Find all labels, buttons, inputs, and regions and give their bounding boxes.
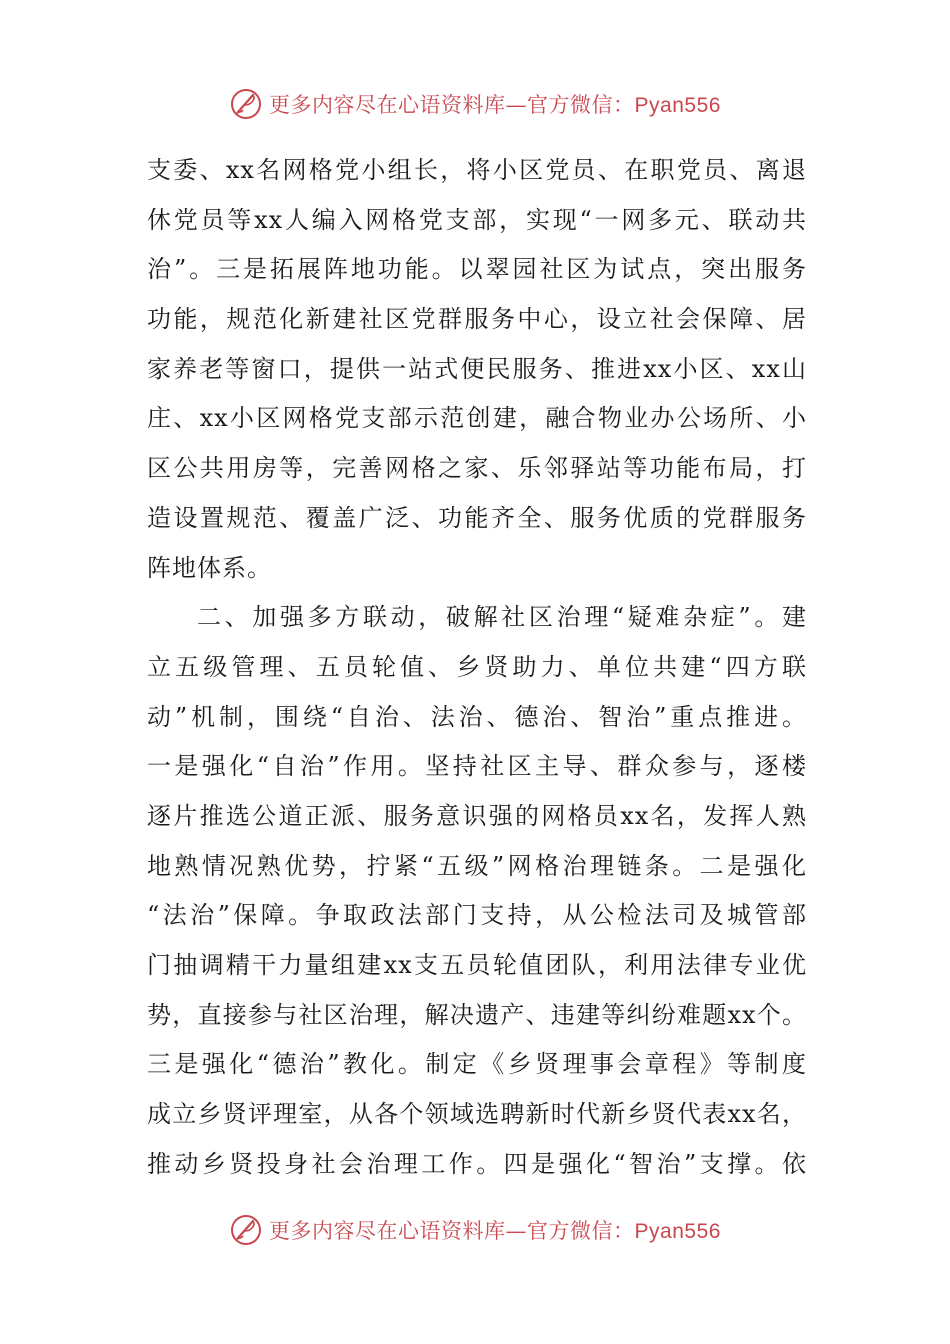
text-line: 成立乡贤评理室，从各个领域选聘新时代新乡贤代表xx名，: [147, 1100, 807, 1129]
paragraph-heading-line: 二、加强多方联动，破解社区治理“疑难杂症”。建: [197, 603, 807, 632]
text-line: 势，直接参与社区治理，解决遗产、违建等纠纷难题xx个。: [147, 1000, 807, 1029]
text-line: 门抽调精干力量组建xx支五员轮值团队，利用法律专业优: [147, 951, 807, 979]
text-line: 一是强化“自治”作用。坚持社区主导、群众参与，逐楼: [147, 752, 807, 781]
document-body: [147, 146, 807, 1189]
text-line: 三是强化“德治”教化。制定《乡贤理事会章程》等制度: [147, 1050, 807, 1079]
text-line: 庄、xx小区网格党支部示范创建，融合物业办公场所、小: [147, 404, 807, 433]
quill-logo-icon: [229, 1213, 263, 1247]
text-line: 阵地体系。: [147, 553, 272, 582]
text-line: 区公共用房等，完善网格之家、乐邻驿站等功能布局，打: [147, 454, 807, 483]
watermark-label: 更多内容尽在心语资料库—官方微信：Pyan556: [269, 1219, 721, 1243]
watermark-wechat-id: Pyan556: [634, 94, 721, 117]
text-line: 动”机制，围绕“自治、法治、德治、智治”重点推进。: [147, 702, 807, 731]
text-line: 支委、xx名网格党小组长，将小区党员、在职党员、离退: [147, 156, 807, 184]
text-line: “法治”保障。争取政法部门支持，从公检法司及城管部: [147, 901, 807, 930]
watermark-footer: [0, 1210, 950, 1250]
text-line: 治”。三是拓展阵地功能。以翠园社区为试点，突出服务: [147, 255, 807, 284]
text-line: 逐片推选公道正派、服务意识强的网格员xx名，发挥人熟: [147, 801, 807, 830]
text-line: 休党员等xx人编入网格党支部，实现“一网多元、联动共: [147, 205, 807, 234]
text-line: 家养老等窗口，提供一站式便民服务、推进xx小区、xx山: [147, 354, 807, 383]
watermark-label: 更多内容尽在心语资料库—官方微信：Pyan556: [269, 93, 721, 117]
text-line: 造设置规范、覆盖广泛、功能齐全、服务优质的党群服务: [147, 503, 807, 532]
text-line: 功能，规范化新建社区党群服务中心，设立社会保障、居: [147, 305, 807, 334]
quill-logo-icon: [229, 87, 263, 121]
text-line: 推动乡贤投身社会治理工作。四是强化“智治”支撑。依: [147, 1149, 807, 1178]
watermark-wechat-id: Pyan556: [634, 1220, 721, 1243]
text-line: 立五级管理、五员轮值、乡贤助力、单位共建“四方联: [147, 652, 807, 681]
watermark-header: [0, 84, 950, 124]
text-line: 地熟情况熟优势，拧紧“五级”网格治理链条。二是强化: [147, 851, 807, 880]
